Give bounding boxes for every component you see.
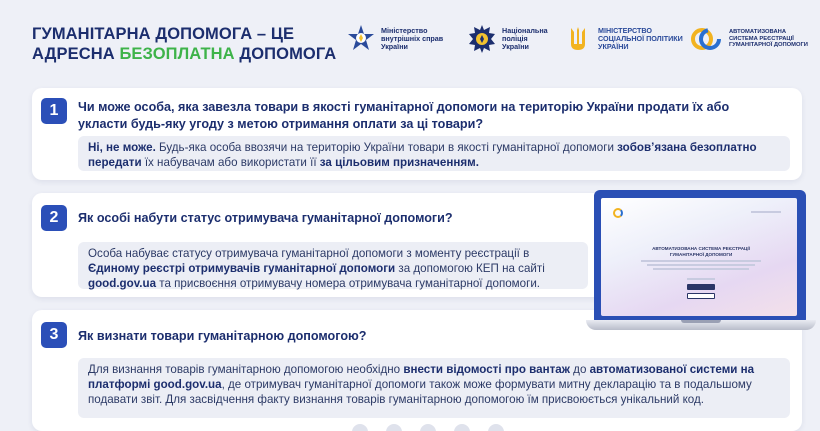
answer-strong: Ні, не може. [88, 141, 156, 154]
title-line-2-post: ДОПОМОГА [234, 45, 337, 63]
answer-text: за допомогою КЕП на сайті [395, 262, 545, 275]
answer-strong: зобов’язана безоплатно передати [88, 141, 757, 169]
laptop-illustration [586, 190, 820, 340]
answer-box [78, 136, 790, 171]
question-number: 2 [41, 205, 67, 231]
logo-mvs-line: внутрішніх справ [381, 33, 444, 43]
police-star-icon [467, 24, 497, 54]
answer-text: , де отримувач гуманітарної допомоги також може формувати митну декларацію та в подальшому подавати звіт. Для засвідчення факту визнання товарів гуманітарною допомогою їм присвоюється унікальний код. [88, 378, 752, 406]
screen-secondary-button [687, 293, 715, 299]
page-dot[interactable] [352, 424, 368, 431]
logo-asr [686, 24, 808, 54]
screen-text-line [647, 264, 755, 266]
logo-mvs [346, 24, 443, 54]
header [0, 0, 820, 80]
page-dot[interactable] [454, 424, 470, 431]
page-title [32, 24, 336, 64]
logo-msp-line: УКРАЇНИ [598, 42, 629, 52]
logo-asr-label [729, 29, 808, 49]
pagination-dots [352, 424, 504, 431]
page-dot[interactable] [488, 424, 504, 431]
logo-mvs-line: Міністерство [381, 25, 428, 35]
logo-np-label [502, 27, 548, 52]
answer-box [78, 242, 588, 289]
laptop-notch [681, 320, 721, 323]
logo-mvs-label [381, 27, 443, 52]
question-text: Як особі набути статус отримувача гуманітарної допомоги? [78, 211, 453, 225]
logo-msp-line: МІНІСТЕРСТВО [598, 25, 652, 35]
answer-text: Для визнання товарів гуманітарною допомогою необхідно [88, 363, 404, 376]
logo-mvs-line: України [381, 42, 408, 52]
answer-box [78, 358, 790, 418]
page-dot[interactable] [420, 424, 436, 431]
page-dot[interactable] [386, 424, 402, 431]
screen-text-line [653, 268, 749, 270]
screen-title-line: ГУМАНІТАРНОЇ ДОПОМОГИ [669, 251, 733, 257]
trident-icon [563, 24, 593, 54]
answer-strong: за цільовим призначенням. [319, 156, 479, 169]
answer-strong: Єдиному реєстрі отримувачів гуманітарної допомоги [88, 262, 396, 275]
logo-msp [563, 24, 683, 54]
title-line-2 [32, 44, 336, 64]
laptop-screen [601, 198, 797, 316]
logo-np-line: Національна [502, 25, 548, 35]
answer-text: Будь-яка особа ввозячи на територію України товари в якості гуманітарної допомоги [155, 141, 618, 154]
answer-link[interactable]: good.gov.ua [88, 277, 157, 290]
answer-text: та присвоєння отримувачу номера отримувача гуманітарної допомоги. [156, 277, 541, 290]
screen-title-line: АВТОМАТИЗОВАНА СИСТЕМА РЕЄСТРАЦІЇ [652, 246, 750, 251]
logo-asr-line: СИСТЕМА РЕЄСТРАЦІЇ [729, 35, 794, 42]
question-number: 1 [41, 98, 67, 124]
faq-card-1 [32, 88, 802, 180]
screen-text-line [687, 278, 715, 280]
title-line-1: ГУМАНІТАРНА ДОПОМОГА – ЦЕ [32, 25, 295, 43]
screen-logo-icon [613, 208, 623, 218]
logo-asr-line: ГУМАНІТАРНОЇ ДОПОМОГИ [729, 42, 808, 49]
screen-login-button [687, 284, 715, 290]
logo-msp-line: СОЦІАЛЬНОЇ ПОЛІТИКИ [598, 33, 683, 43]
answer-text: до [569, 363, 590, 376]
screen-text-line [641, 260, 761, 262]
logo-msp-label [598, 27, 683, 52]
screen-nav-line [751, 211, 781, 213]
question-text: Чи може особа, яка завезла товари в якості гуманітарної допомоги на територію України продати їх або укласти будь-яку угоду з метою отримання оплати за ці товари? [78, 100, 730, 131]
mvs-emblem-icon [346, 24, 376, 54]
logo-np-line: поліція [502, 33, 528, 43]
asr-rings-icon [686, 24, 724, 54]
screen-title [641, 246, 761, 257]
answer-strong: автоматизованої системи на платформі good.gov.ua [88, 363, 755, 391]
answer-text: їх набувачам або використати її [141, 156, 320, 169]
title-accent: БЕЗОПЛАТНА [119, 45, 235, 63]
answer-text: Особа набуває статусу отримувача гуманітарної допомоги з моменту реєстрації в [88, 247, 530, 260]
answer-strong: внести відомості про вантаж [403, 363, 570, 376]
question-text: Як визнати товари гуманітарною допомогою? [78, 329, 367, 343]
laptop-lid [594, 190, 806, 325]
logo-asr-line: АВТОМАТИЗОВАНА [729, 29, 787, 36]
logo-np [467, 24, 548, 54]
title-line-2-pre: АДРЕСНА [32, 45, 120, 63]
question-number: 3 [41, 322, 67, 348]
logo-np-line: України [502, 42, 529, 52]
